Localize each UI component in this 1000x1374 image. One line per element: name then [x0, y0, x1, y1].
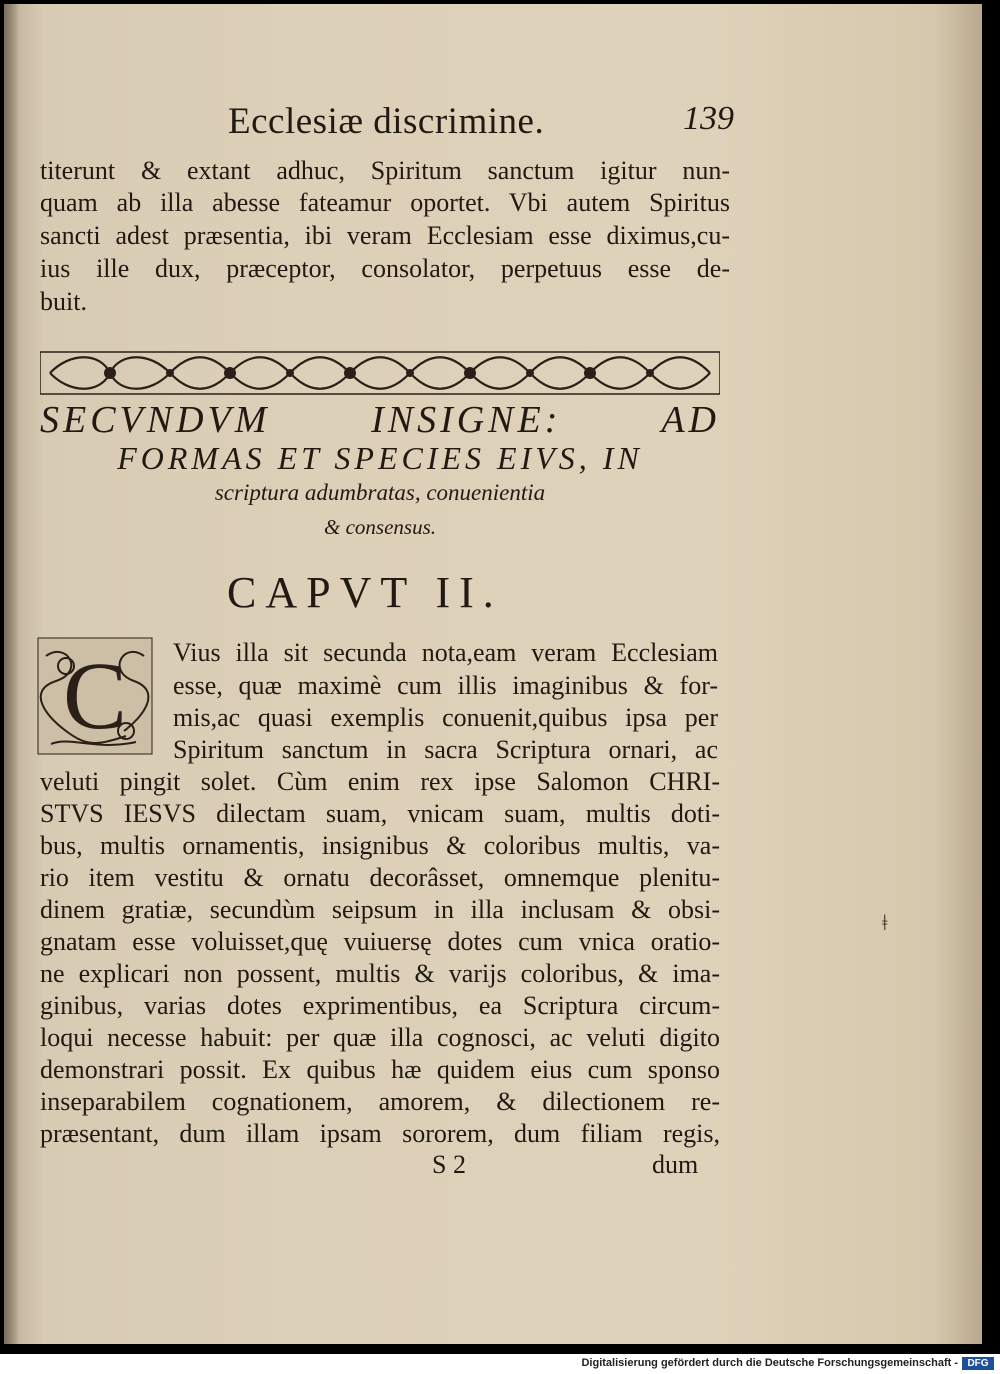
section-heading-line-1: SECVNDVM INSIGNE: AD — [40, 399, 720, 441]
body-line: inseparabilem cognationem, amorem, & dilectionem re- — [40, 1087, 720, 1116]
margin-annotation-mark: ǂ — [882, 910, 888, 935]
body-line: bus, multis ornamentis, insignibus & coloribus multis, va- — [40, 831, 720, 860]
top-paragraph-line: titerunt & extant adhuc, Spiritum sanctum igitur nun- — [40, 156, 730, 185]
body-line: præsentant, dum illam ipsam sororem, dum filiam regis, — [40, 1119, 720, 1148]
decorated-initial-letter — [36, 636, 154, 756]
body-line: esse, quæ maximè cum illis imaginibus & for- — [173, 671, 718, 700]
digitization-credit: Digitalisierung gefördert durch die Deutsche Forschungsgemeinschaft - — [581, 1357, 958, 1369]
top-paragraph-line: ius ille dux, præceptor, consolator, perpetuus esse de- — [40, 254, 730, 283]
dfg-logo: DFG — [962, 1357, 994, 1370]
top-paragraph-line: buit. — [40, 287, 87, 316]
body-line: STVS IESVS dilectam suam, vnicam suam, multis doti- — [40, 799, 720, 828]
body-line: ginibus, varias dotes exprimentibus, ea Scriptura circum- — [40, 991, 720, 1020]
body-line: Vius illa sit secunda nota,eam veram Ecclesiam — [173, 638, 718, 667]
section-heading-line-3: scriptura adumbratas, conuenientia — [214, 480, 546, 505]
body-line: loqui necesse habuit: per quæ illa cognosci, ac veluti digito — [40, 1023, 720, 1052]
body-line: rio item vestitu & ornatu decorâsset, omnemque plenitu- — [40, 863, 720, 892]
body-line: Spiritum sanctum in sacra Scriptura ornari, ac — [173, 735, 718, 764]
running-title: Ecclesiæ discrimine. — [228, 101, 545, 142]
chapter-title: CAPVT II. — [227, 568, 503, 617]
decorative-border-ornament — [40, 350, 720, 396]
catchword: dum — [652, 1150, 699, 1179]
section-heading-line-4: & consensus. — [324, 515, 436, 539]
body-line: gnatam esse voluisset,quę vuiuersę dotes cum vnica oratio- — [40, 927, 720, 956]
body-line: ne explicari non possent, multis & varijs coloribus, & ima- — [40, 959, 720, 988]
signature-mark: S 2 — [432, 1150, 466, 1179]
page-number: 139 — [683, 100, 734, 137]
body-line: demonstrari possit. Ex quibus hæ quidem eius cum sponso — [40, 1055, 720, 1084]
body-line: veluti pingit solet. Cùm enim rex ipse Salomon CHRI- — [40, 767, 720, 796]
top-paragraph-line: quam ab illa abesse fateamur oportet. Vbi autem Spiritus — [40, 188, 730, 217]
section-heading-line-2: FORMAS ET SPECIES EIVS, IN — [117, 440, 643, 476]
top-paragraph-line: sancti adest præsentia, ibi veram Ecclesiam esse diximus,cu- — [40, 221, 730, 250]
page-gutter-shadow — [4, 4, 20, 1344]
body-line: dinem gratiæ, secundùm seipsum in illa inclusam & obsi- — [40, 895, 720, 924]
body-line: mis,ac quasi exemplis conuenit,quibus ipsa per — [173, 703, 718, 732]
initial-letter-glyph: C — [62, 642, 128, 749]
